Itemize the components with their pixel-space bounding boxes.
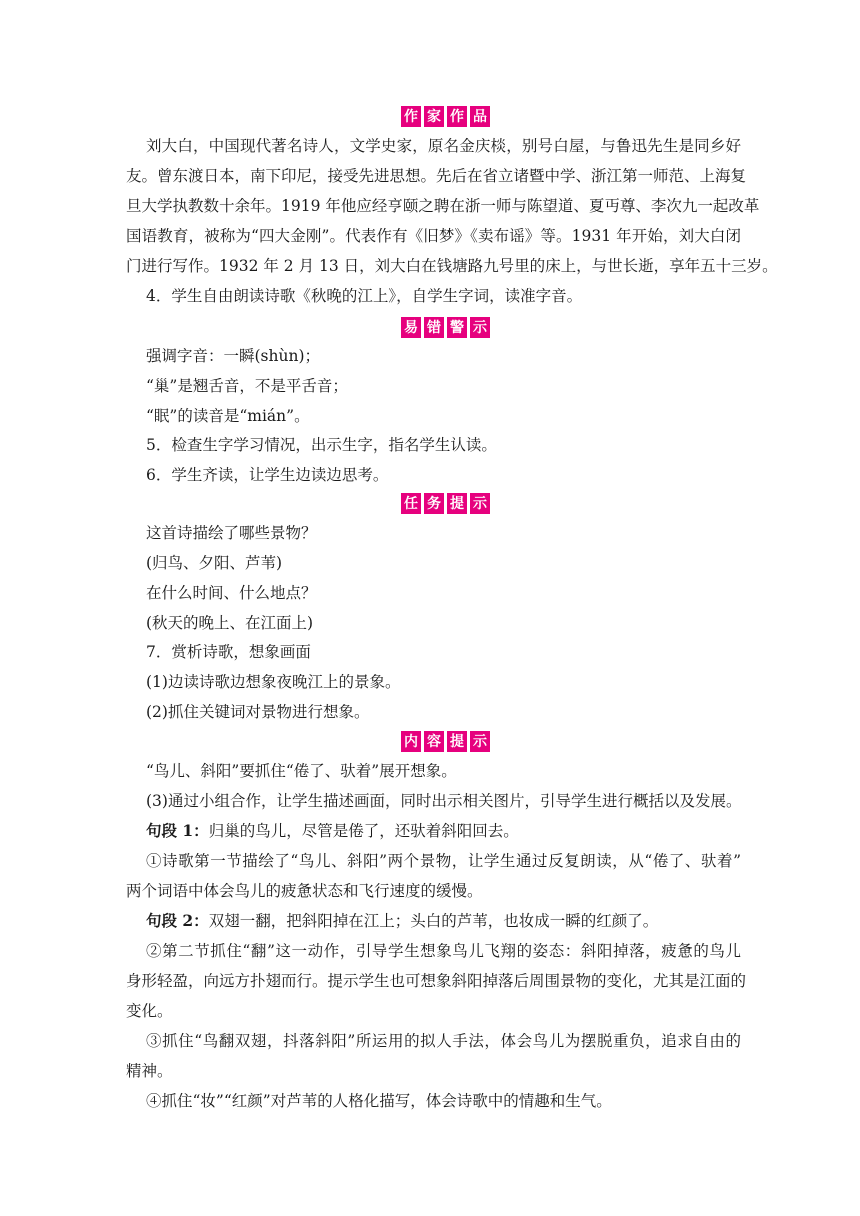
step-6: 6．学生齐读，让学生边读边思考。: [146, 466, 389, 484]
badge-char: 示: [470, 317, 490, 338]
warning-line: “巢”是翘舌音，不是平舌音；: [146, 377, 348, 395]
author-paragraph-line: 友。曾东渡日本，南下印尼，接受先进思想。先后在省立诸暨中学、浙江第一师范、上海复: [126, 167, 747, 185]
warning-badge: [398, 315, 493, 339]
note-4: ④抓住“妆”“红颜”对芦苇的人格化描写，体会诗歌中的情趣和生气。: [146, 1092, 612, 1110]
badge-char: 示: [470, 731, 490, 752]
author-paragraph-line: 门进行写作。1932 年 2 月 13 日，刘大白在钱塘路九号里的床上，与世长逝，享年五十三岁。: [126, 257, 778, 275]
note-2-line: 身形轻盈，向远方扑翅而行。提示学生也可想象斜阳掉落后周围景物的变化，尤其是江面的: [126, 972, 747, 990]
step-7-3: (3)通过小组合作，让学生描述画面，同时出示相关图片，引导学生进行概括以及发展。: [146, 792, 742, 810]
badge-char: 示: [470, 493, 490, 514]
note-1-line: 两个词语中体会鸟儿的疲惫状态和飞行速度的缓慢。: [126, 882, 483, 900]
segment-2-label: 句段 2：: [146, 911, 209, 930]
note-2-line: 变化。: [126, 1002, 173, 1020]
segment-2: [146, 911, 741, 931]
step-4: 4．学生自由朗读诗歌《秋晚的江上》，自学生字词，读准字音。: [146, 287, 583, 305]
badge-char: 警: [447, 317, 467, 338]
task-line: (秋天的晚上、在江面上): [146, 614, 314, 632]
badge-char: 任: [401, 493, 421, 514]
badge-char: 提: [447, 493, 467, 514]
note-2-line: ②第二节抓住“翻”这一动作，引导学生想象鸟儿飞翔的姿态：斜阳掉落，疲惫的鸟儿: [146, 942, 741, 960]
warning-line: “眠”的读音是“mián”。: [146, 407, 310, 425]
task-badge: [398, 491, 493, 515]
task-line: (归鸟、夕阳、芦苇): [146, 554, 283, 572]
note-3-line: ③抓住“鸟翻双翅，抖落斜阳”所运用的拟人手法，体会鸟儿为摆脱重负，追求自由的: [146, 1032, 741, 1050]
step-7-2: (2)抓住关键词对景物进行想象。: [146, 703, 370, 721]
warning-line: 强调字音：一瞬(shùn)；: [146, 347, 320, 365]
author-paragraph-line: 刘大白，中国现代著名诗人，文学史家，原名金庆棪，别号白屋，与鲁迅先生是同乡好: [146, 137, 741, 155]
badge-char: 容: [424, 731, 444, 752]
author-paragraph-line: 国语教育，被称为“四大金刚”。代表作有《旧梦》《卖布谣》等。1931 年开始，刘大白闭: [126, 227, 741, 245]
segment-2-text: 双翅一翻，把斜阳掉在江上；头白的芦苇，也妆成一瞬的红颜了。: [208, 912, 659, 930]
note-3-line: 精神。: [126, 1062, 173, 1080]
step-7: 7．赏析诗歌，想象画面: [146, 643, 311, 661]
badge-char: 务: [424, 493, 444, 514]
segment-1-text: 归巢的鸟儿，尽管是倦了，还驮着斜阳回去。: [208, 822, 519, 840]
note-1-line: ①诗歌第一节描绘了“鸟儿、斜阳”两个景物，让学生通过反复朗读，从“倦了、驮着”: [146, 852, 741, 870]
step-7-1: (1)边读诗歌边想象夜晚江上的景象。: [146, 673, 401, 691]
author-paragraph-line: 旦大学执教数十余年。1919 年他应经亨颐之聘在浙一师与陈望道、夏丏尊、李次九一起改革: [126, 197, 760, 215]
badge-char: 错: [424, 317, 444, 338]
step-5: 5．检查生字学习情况，出示生字，指名学生认读。: [146, 436, 497, 454]
badge-char: 品: [470, 106, 490, 127]
badge-char: 提: [447, 731, 467, 752]
segment-1-label: 句段 1：: [146, 821, 209, 840]
author-works-badge: [398, 104, 493, 128]
badge-char: 家: [424, 106, 444, 127]
task-line: 这首诗描绘了哪些景物？: [146, 524, 317, 542]
segment-1: [146, 821, 741, 841]
badge-char: 作: [447, 106, 467, 127]
content-badge: [398, 729, 493, 753]
badge-char: 易: [401, 317, 421, 338]
task-line: 在什么时间、什么地点？: [146, 584, 317, 602]
badge-char: 内: [401, 731, 421, 752]
badge-char: 作: [401, 106, 421, 127]
content-line: “鸟儿、斜阳”要抓住“倦了、驮着”展开想象。: [146, 762, 457, 780]
